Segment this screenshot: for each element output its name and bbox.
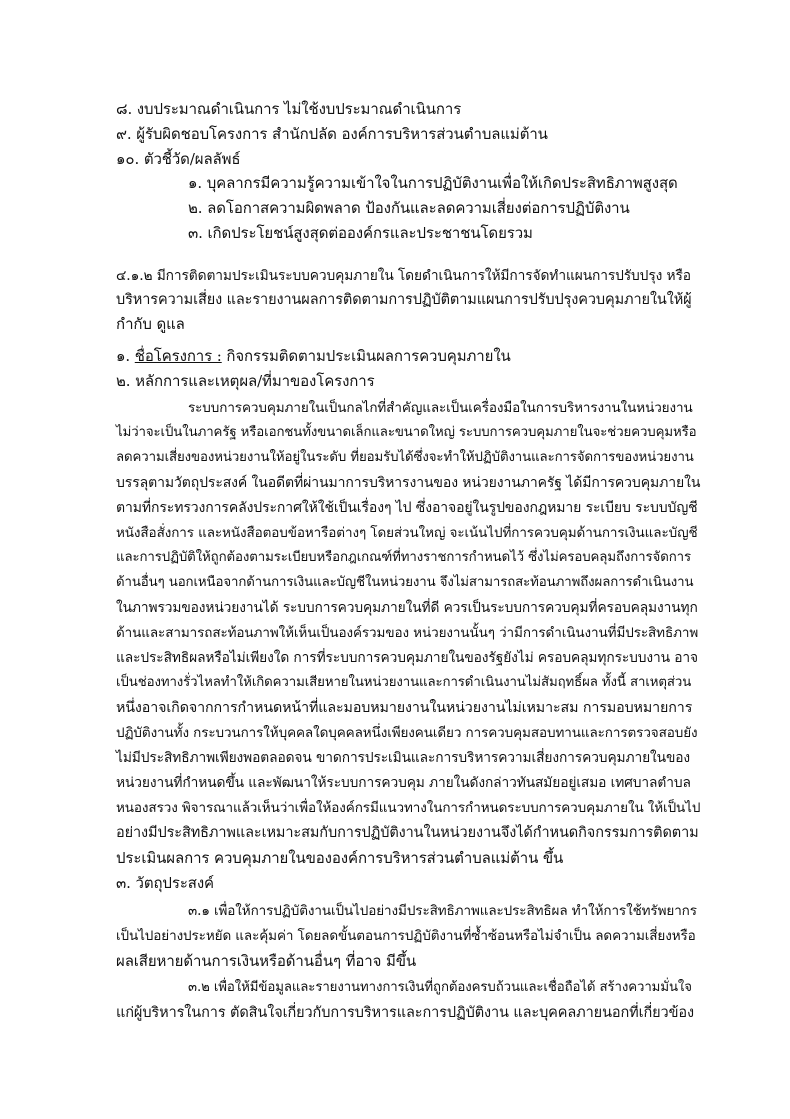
indicator-item: ๑. บุคลากรมีความรู้ความเข้าใจในการปฏิบัติงานเพื่อให้เกิดประสิทธิภาพสูงสุด (188, 174, 678, 192)
rationale-line: ไม่ว่าจะเป็นในภาครัฐ หรือเอกชนทั้งขนาดเล็กและขนาดใหญ่ ระบบการควบคุมภายในจะช่วยควบคุมหรือ (116, 425, 697, 440)
objective-line: ๓.๒ เพื่อให้มีข้อมูลและรายงานทางการเงินที่ถูกต้องครบถ้วนและเชื่อถือได้ สร้างความมั่นใจ (188, 980, 692, 995)
objective-line: เป็นไปอย่างประหยัด และคุ้มค่า โดยลดขั้นตอนการปฏิบัติงานที่ซ้ำซ้อนหรือไม่จำเป็น ลดความเสี่ยงหรือ (116, 928, 696, 944)
rationale-line: ด้านและสามารถสะท้อนภาพให้เห็นเป็นองค์รวมของ หน่วยงานนั้นๆ ว่ามีการดำเนินงานที่มีประสิทธิภาพ (116, 625, 699, 641)
project-name: กิจกรรมติดตามประเมินผลการควบคุมภายใน (221, 347, 511, 365)
objective-line: ๓.๑ เพื่อให้การปฏิบัติงานเป็นไปอย่างมีประสิทธิภาพและประสิทธิผล ทำให้การใช้ทรัพยากร (188, 903, 697, 919)
rationale-line: ด้านอื่นๆ นอกเหนือจากด้านการเงินและบัญชีในหน่วยงาน จึงไม่สามารถสะท้อนภาพถึงผลการดำเนินงาน (116, 575, 694, 590)
rationale-heading: ๒. หลักการและเหตุผล/ที่มาของโครงการ (116, 372, 375, 390)
rationale-line: ประเมินผลการ ควบคุมภายในขององค์การบริหารส่วนตำบลแม่ต้าน ขึ้น (116, 849, 564, 867)
rationale-line: หนังสือสั่งการ และหนังสือตอบข้อหารือต่างๆ โดยส่วนใหญ่ จะเน้นไปที่การควบคุมด้านการเงินและบัญชี (116, 525, 698, 541)
rationale-line: บรรลุตามวัตถุประสงค์ ในอดีตที่ผ่านมาการบริหารงานของ หน่วยงานภาครัฐ ได้มีการควบคุมภายใน (116, 475, 701, 491)
responsible-line: ๙. ผู้รับผิดชอบโครงการ สำนักปลัด องค์การบริหารส่วนตำบลแม่ต้าน (116, 125, 548, 143)
rationale-line: ตามที่กระทรวงการคลังประกาศให้ใช้เป็นเรื่องๆ ไป ซึ่งอาจอยู่ในรูปของกฎหมาย ระเบียบ ระบบบัญชี (116, 500, 698, 516)
rationale-line: ระบบการควบคุมภายในเป็นกลไกที่สำคัญและเป็นเครื่องมือในการบริหารงานในหน่วยงาน (188, 400, 693, 416)
measure-heading-line: ๔.๑.๒ มีการติดตามประเมินระบบควบคุมภายใน โดยดำเนินการให้มีการจัดทำแผนการปรับปรุง หรือ (116, 268, 691, 284)
rationale-line: หนองสรวง พิจารณาแล้วเห็นว่าเพื่อให้องค์กรมีแนวทางในการกำหนดระบบการควบคุมภายใน ให้เป็นไป (116, 800, 701, 816)
rationale-line: ลดความเสี่ยงของหน่วยงานให้อยู่ในระดับ ที่ยอมรับได้ซึ่งจะทำให้ปฏิบัติงานและการจัดการของหน่วยงาน (116, 450, 694, 465)
indicator-item: ๓. เกิดประโยชน์สูงสุดต่อองค์กรและประชาชนโดยรวม (188, 224, 533, 242)
rationale-line: และประสิทธิผลหรือไม่เพียงใด การที่ระบบการควบคุมภายในของรัฐยังไม่ ครอบคลุมทุกระบบงาน อาจ (116, 650, 698, 666)
rationale-line: หน่วยงานที่กำหนดขึ้น และพัฒนาให้ระบบการควบคุม ภายในดังกล่าวทันสมัยอยู่เสมอ เทศบาลตำบล (116, 775, 691, 791)
rationale-line: และการปฏิบัติให้ถูกต้องตามระเบียบหรือกฎเกณฑ์ที่ทางราชการกำหนดไว้ ซึ่งไม่ครอบคลุมถึงการจัดการ (116, 550, 691, 565)
indicators-heading: ๑๐. ตัวชี้วัด/ผลลัพธ์ (116, 150, 241, 168)
objective-heading: ๓. วัตถุประสงค์ (116, 874, 214, 892)
rationale-line: อย่างมีประสิทธิภาพและเหมาะสมกับการปฏิบัติงานในหน่วยงานจึงได้กำหนดกิจกรรมการติดตาม (116, 825, 699, 841)
rationale-line: เป็นช่องทางรั่วไหลทำให้เกิดความเสียหายในหน่วยงานและการดำเนินงานไม่สัมฤทธิ์ผล ทั้งนี้ สาเหตุส่วน (116, 675, 692, 690)
project-label: ชื่อโครงการ : (134, 347, 222, 365)
rationale-line: ไม่มีประสิทธิภาพเพียงพอตลอดจน ขาดการประเมินและการบริหารความเสี่ยงการควบคุมภายในของ (116, 750, 691, 766)
rationale-line: ปฏิบัติงานทั้ง กระบวนการให้บุคคลใดบุคคลหนึ่งเพียงคนเดียว การควบคุมสอบทานและการตรวจสอบยัง (116, 725, 698, 741)
budget-line: ๘. งบประมาณดำเนินการ ไม่ใช้งบประมาณดำเนินการ (116, 100, 462, 118)
rationale-line: ในภาพรวมของหน่วยงานได้ ระบบการควบคุมภายในที่ดี ควรเป็นระบบการควบคุมที่ครอบคลุมงานทุก (116, 600, 698, 616)
rationale-line: หนึ่งอาจเกิดจากการกำหนดหน้าที่และมอบหมายงานในหน่วยงานไม่เหมาะสม การมอบหมายการ (116, 700, 693, 716)
project-name-line (116, 347, 511, 365)
objective-line: ผลเสียหายด้านการเงินหรือด้านอื่นๆ ที่อาจ มีขึ้น (116, 952, 417, 970)
measure-heading-line: บริหารความเสี่ยง และรายงานผลการติดตามการปฏิบัติตามแผนการปรับปรุงควบคุมภายในให้ผู้ (116, 292, 692, 308)
measure-heading-line: กำกับ ดูแล (116, 315, 185, 333)
objective-line: แก่ผู้บริหารในการ ตัดสินใจเกี่ยวกับการบริหารและการปฏิบัติงาน และบุคคลภายนอกที่เกี่ยวข้อง (116, 1005, 695, 1021)
indicator-item: ๒. ลดโอกาสความผิดพลาด ป้องกันและลดความเสี่ยงต่อการปฏิบัติงาน (188, 199, 630, 217)
project-number: ๑. (116, 347, 135, 365)
